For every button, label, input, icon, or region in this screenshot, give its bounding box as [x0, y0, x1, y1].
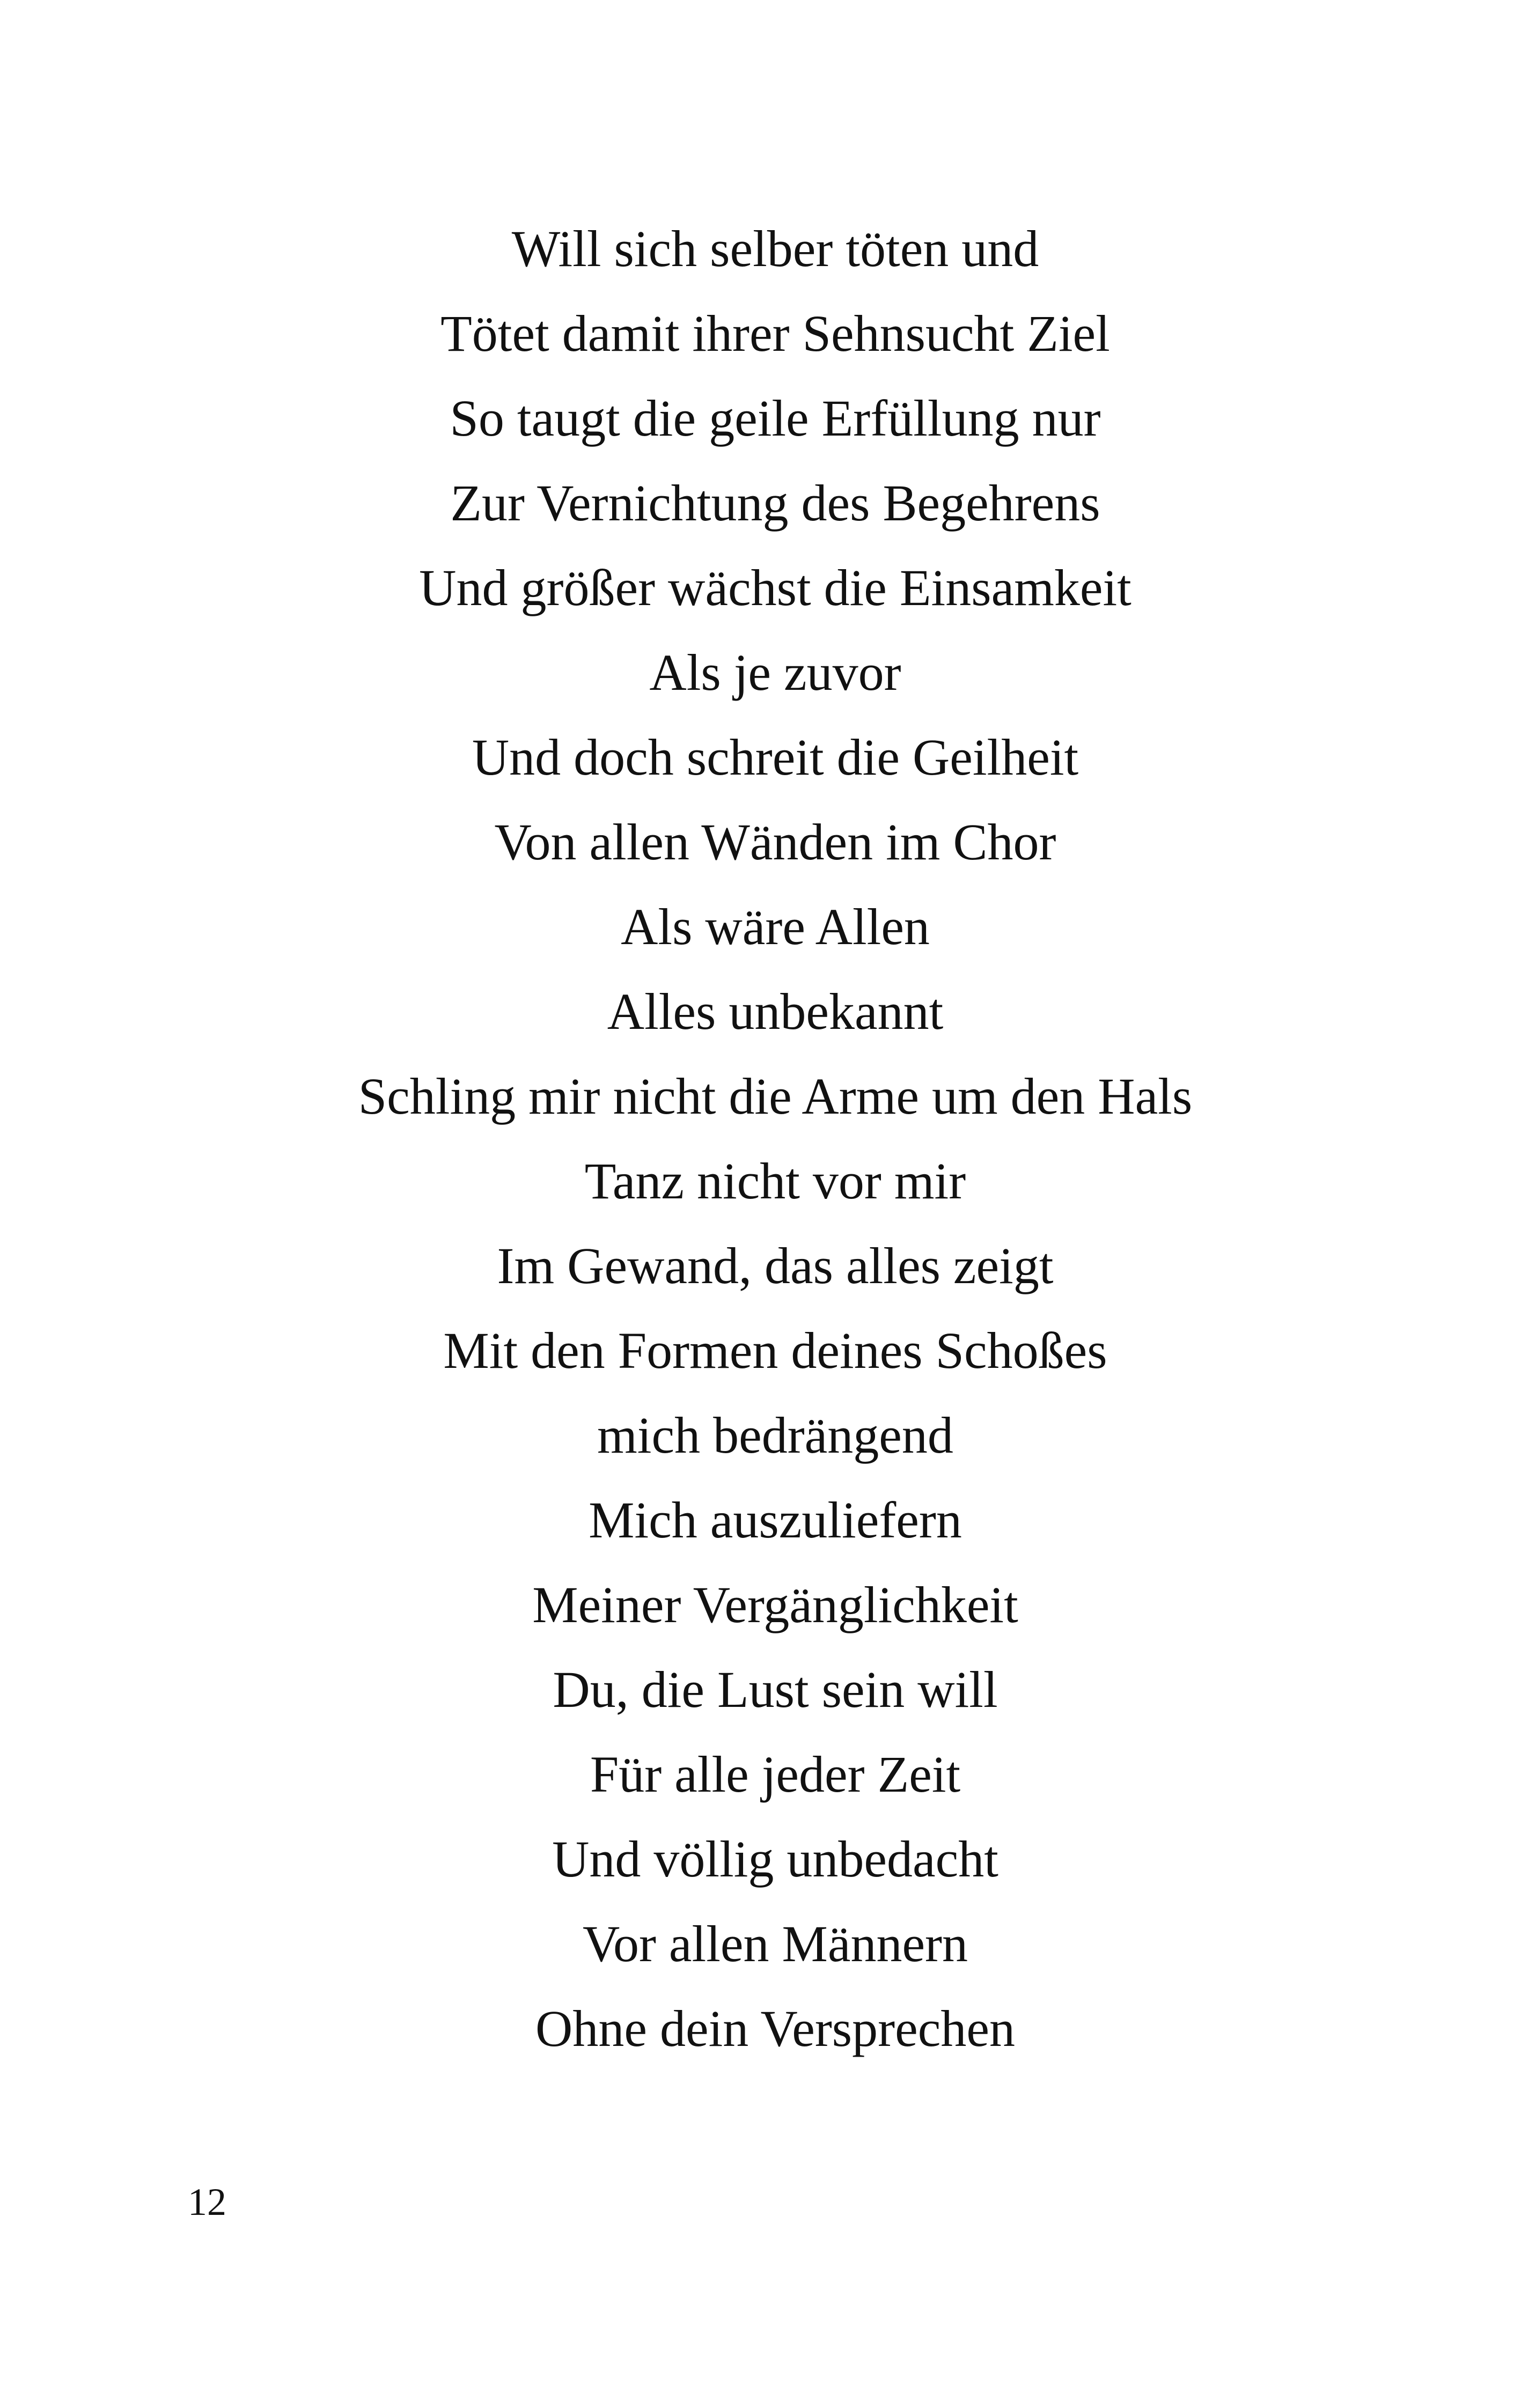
poem-line: Tanz nicht vor mir: [584, 1152, 966, 1210]
poem-line: Und größer wächst die Einsamkeit: [419, 559, 1131, 616]
poem-line: Vor allen Männern: [582, 1915, 968, 1972]
page-number: 12: [188, 2181, 226, 2223]
poem-line: Für alle jeder Zeit: [590, 1746, 961, 1803]
poem-line: Zur Vernichtung des Begehrens: [450, 474, 1100, 532]
poem-line: Ohne dein Versprechen: [535, 2000, 1015, 2057]
poem-line: Meiner Vergänglichkeit: [532, 1576, 1018, 1633]
poem-text: [0, 207, 1521, 2071]
poem-line: Schling mir nicht die Arme um den Hals: [358, 1067, 1193, 1125]
poem-line: Tötet damit ihrer Sehnsucht Ziel: [440, 305, 1110, 362]
poem-line: Als je zuvor: [649, 644, 901, 701]
poem-line: Mich auszuliefern: [589, 1491, 962, 1549]
poem-line: Du, die Lust sein will: [553, 1661, 998, 1718]
poem-line: Mit den Formen deines Schoßes: [443, 1322, 1107, 1379]
poem-line: Und doch schreit die Geilheit: [472, 728, 1079, 786]
poem-line: Will sich selber töten und: [511, 220, 1039, 277]
poem-line: Als wäre Allen: [621, 898, 930, 955]
poem-line: Alles unbekannt: [607, 983, 944, 1040]
poem-line: Von allen Wänden im Chor: [494, 813, 1056, 871]
poem-line: mich bedrängend: [597, 1406, 953, 1464]
poem-line: So taugt die geile Erfüllung nur: [450, 389, 1101, 447]
poem-line: Im Gewand, das alles zeigt: [497, 1237, 1054, 1294]
poem-line: Und völlig unbedacht: [552, 1830, 998, 1888]
